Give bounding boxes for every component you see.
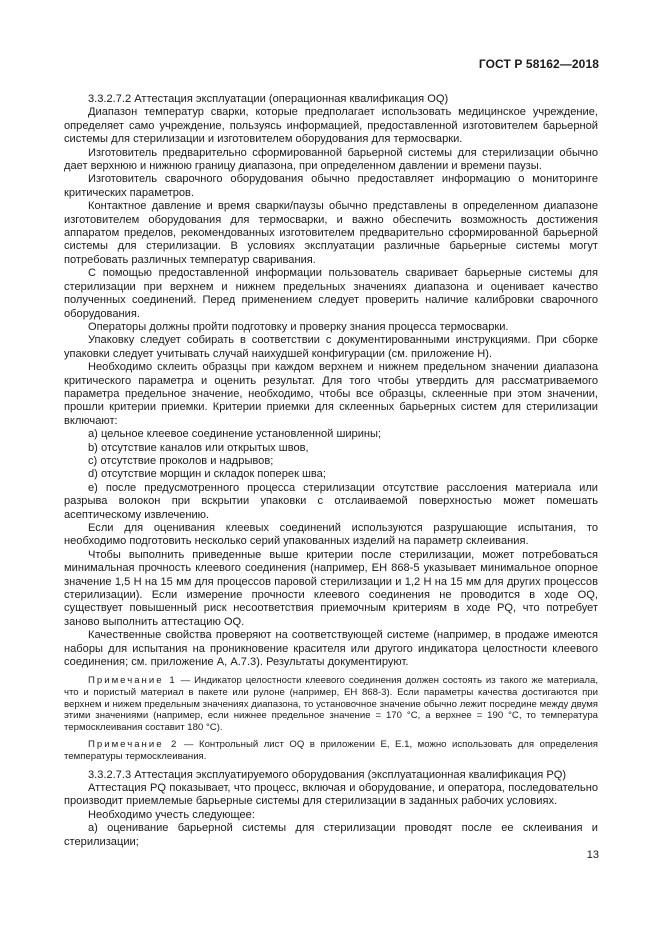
section-heading-3-3-2-7-2: 3.3.2.7.2 Аттестация эксплуатации (операционная квалификация OQ)	[88, 93, 449, 105]
note-2-label: Примечание 2	[88, 739, 179, 751]
note-1	[64, 675, 598, 733]
note-1-label: Примечание 1	[88, 675, 177, 687]
page-number: 13	[586, 849, 599, 861]
paragraph: Если для оценивания клеевых соединений используются разрушающие испытания, то необходимо подготовить несколько серий упакованных изделий на параметр склеивания.	[64, 522, 598, 548]
list-item: а) оценивание барьерной системы для стерилизации проводят после ее склеивания и стерилизации;	[64, 822, 598, 848]
list-item: а) цельное клеевое соединение установленной ширины;	[88, 428, 382, 441]
paragraph: Диапазон температур сварки, которые предполагает использовать медицинское учреждение, определяет само учреждение, пользуясь информацией, предоставленной изготовителем барьерной системы для стерилизации и изготовителем оборудования для термосварки.	[64, 106, 598, 146]
section-heading-3-3-2-7-3: 3.3.2.7.3 Аттестация эксплуатируемого оборудования (эксплуатационная квалификация PQ)	[88, 768, 567, 781]
paragraph: Чтобы выполнить приведенные выше критерии после стерилизации, может потребоваться минимальная прочность клеевого соединения (например, ЕН 868-5 указывает минимальное опорное значение 1,5 Н на 15 мм для процессов паровой стерилизации и 1,2 Н на 15 мм для других процессов стерилизации). Если измерение прочности клеевого соединения не проводится в ходе OQ, существует повышенный риск несоответствия приемочным критериям в ходе PQ, что потребует заново выполнить аттестацию OQ.	[64, 548, 598, 628]
paragraph: Изготовитель предварительно сформированной барьерной системы для стерилизации обычно дает верхнюю и нижнюю границу диапазона, при определенном давлении и времени паузы.	[64, 146, 598, 173]
paragraph: С помощью предоставленной информации пользователь сваривает барьерные системы для стерилизации при верхнем и нижнем предельных значениях диапазона и оценивает качество полученных соединений. Перед применением следует проверить наличие калибровки сварочного оборудования.	[64, 267, 598, 320]
paragraph: Необходимо склеить образцы при каждом верхнем и нижнем предельном значении диапазона критического параметра и оценить результат. Для того чтобы утвердить для рассматриваемого параметра предельное значение, необходимо, чтобы все образцы, склеенные при этом значении, прошли критерии приемки. Критерии приемки для склеенных барьерных систем для стерилизации включают:	[64, 361, 598, 427]
paragraph: Операторы должны пройти подготовку и проверку знания процесса термосварки.	[88, 320, 509, 333]
note-2-text: — Контрольный лист OQ в приложении Е, Е.1, можно использовать для определения температуры термосклеивания.	[64, 739, 598, 763]
document-header-code: ГОСТ Р 58162—2018	[478, 57, 599, 71]
paragraph: Необходимо учесть следующее:	[88, 808, 255, 821]
list-item: c) отсутствие проколов и надрывов;	[88, 454, 274, 467]
list-item: d) отсутствие морщин и складок поперек шва;	[88, 468, 326, 481]
note-1-text: — Индикатор целостности клеевого соединения должен состоять из такого же материала, что и пористый материал в пакете или рулоне (например, ЕН 868-3). Если параметры качества достигаются при верхнем и нижем предельным значениях диапазона, то установочное значение обычно лежит посредине между двумя этими значениями (например, если нижнее предельное значение = 170 °C, а верхнее = 190 °C, то температура термосклеивания составит 180 °C).	[64, 675, 598, 733]
paragraph: Качественные свойства проверяют на соответствующей системе (например, в продаже имеются наборы для испытания на проникновение красителя или другого индикатора целостности клеевого соединения; см. приложение А, А.7.3). Результаты документируют.	[64, 629, 598, 669]
paragraph: Аттестация PQ показывает, что процесс, включая и оборудование, и оператора, последовательно производит приемлемые барьерные системы для стерилизации в заданных рабочих условиях.	[64, 782, 598, 808]
list-item: b) отсутствие каналов или открытых швов,	[88, 441, 309, 454]
note-2	[64, 739, 598, 762]
paragraph: Изготовитель сварочного оборудования обычно предоставляет информацию о мониторинге критических параметров.	[64, 173, 598, 199]
paragraph: Контактное давление и время сварки/паузы обычно представлены в определенном диапазоне изготовителем оборудования для термосварки, и важно обеспечить возможность достижения аппаратом пределов, рекомендованных изготовителем предварительно сформированной барьерной системы для стерилизации. В условиях эксплуатации различные барьерные системы могут потребовать различных температур сваривания.	[64, 200, 598, 266]
document-body	[64, 93, 598, 849]
list-item: е) после предусмотренного процесса стерилизации отсутствие расслоения материала или разрыва волокон при вскрытии упаковки с отслаиваемой поверхностью может помешать асептическому извлечению.	[64, 481, 598, 521]
paragraph: Упаковку следует собирать в соответствии с документированными инструкциями. При сборке упаковки следует учитывать случай наихудшей конфигурации (см. приложение Н).	[64, 334, 598, 360]
